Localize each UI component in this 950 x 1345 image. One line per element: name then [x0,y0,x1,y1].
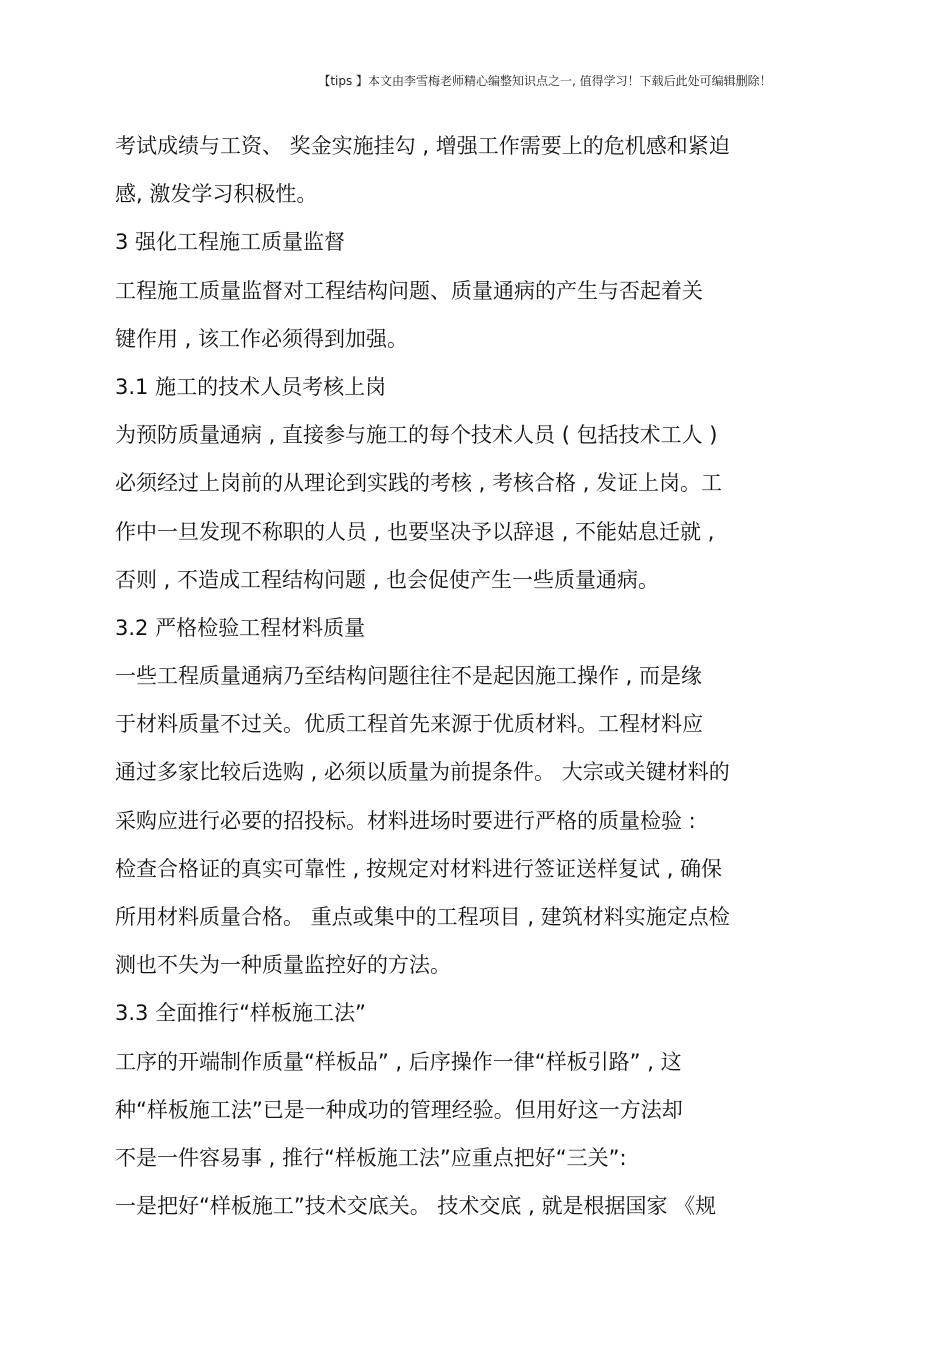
body-text [115,128,845,1236]
header-tip-note: 【tips 】本文由李雪梅老师精心编整知识点之一, 值得学习！下载后此处可编辑删除！ [318,74,772,88]
text-line: 检查合格证的真实可靠性 , 按规定对材料进行签证送样复试 , 确保 [115,856,723,881]
text-line: 采购应进行必要的招投标。材料进场时要进行严格的质量检验 : [115,808,696,833]
section-heading-3-2: 3.2 严格检验工程材料质量 [115,615,366,640]
text-line: 于材料质量不过关。优质工程首先来源于优质材料。工程材料应 [115,712,703,737]
text-line: 必须经过上岗前的从理论到实践的考核 , 考核合格 , 发证上岗。工 [115,471,723,496]
text-line: 键作用 , 该工作必须得到加强。 [115,326,409,351]
text-line: 一些工程质量通病乃至结构问题往往不是起因施工操作 , 而是缘 [115,664,703,689]
text-line: 一是把好“样板施工”技术交底关。 技术交底 , 就是根据国家 《规 [115,1194,717,1219]
text-line: 感, 激发学习积极性。 [115,182,318,207]
text-line: 通过多家比较后选购 , 必须以质量为前提条件。 大宗或关键材料的 [115,760,730,785]
text-line: 工程施工质量监督对工程结构问题、质量通病的产生与否起着关 [115,278,703,303]
text-line: 测也不失为一种质量监控好的方法。 [115,953,451,978]
text-line: 不是一件容易事 , 推行“样板施工法”应重点把好“三关”: [115,1145,627,1170]
text-line: 为预防质量通病 , 直接参与施工的每个技术人员 ( 包括技术工人 ) [115,423,718,448]
text-line: 否则 , 不造成工程结构问题 , 也会促使产生一些质量通病。 [115,567,660,592]
text-line: 种“样板施工法”已是一种成功的管理经验。但用好这一方法却 [115,1097,683,1122]
section-heading-3-3: 3.3 全面推行“样板施工法” [115,1001,366,1026]
text-line: 作中一旦发现不称职的人员 , 也要坚决予以辞退 , 不能姑息迁就 , [115,519,715,544]
text-line: 考试成绩与工资、 奖金实施挂勾 , 增强工作需要上的危机感和紧迫 [115,134,730,158]
text-line: 工序的开端制作质量“样板品” , 后序操作一律“样板引路” , 这 [115,1049,682,1074]
section-heading-3-1: 3.1 施工的技术人员考核上岗 [115,374,387,399]
text-line: 所用材料质量合格。 重点或集中的工程项目 , 建筑材料实施定点检 [115,905,730,929]
section-heading-3: 3 强化工程施工质量监督 [115,230,346,255]
